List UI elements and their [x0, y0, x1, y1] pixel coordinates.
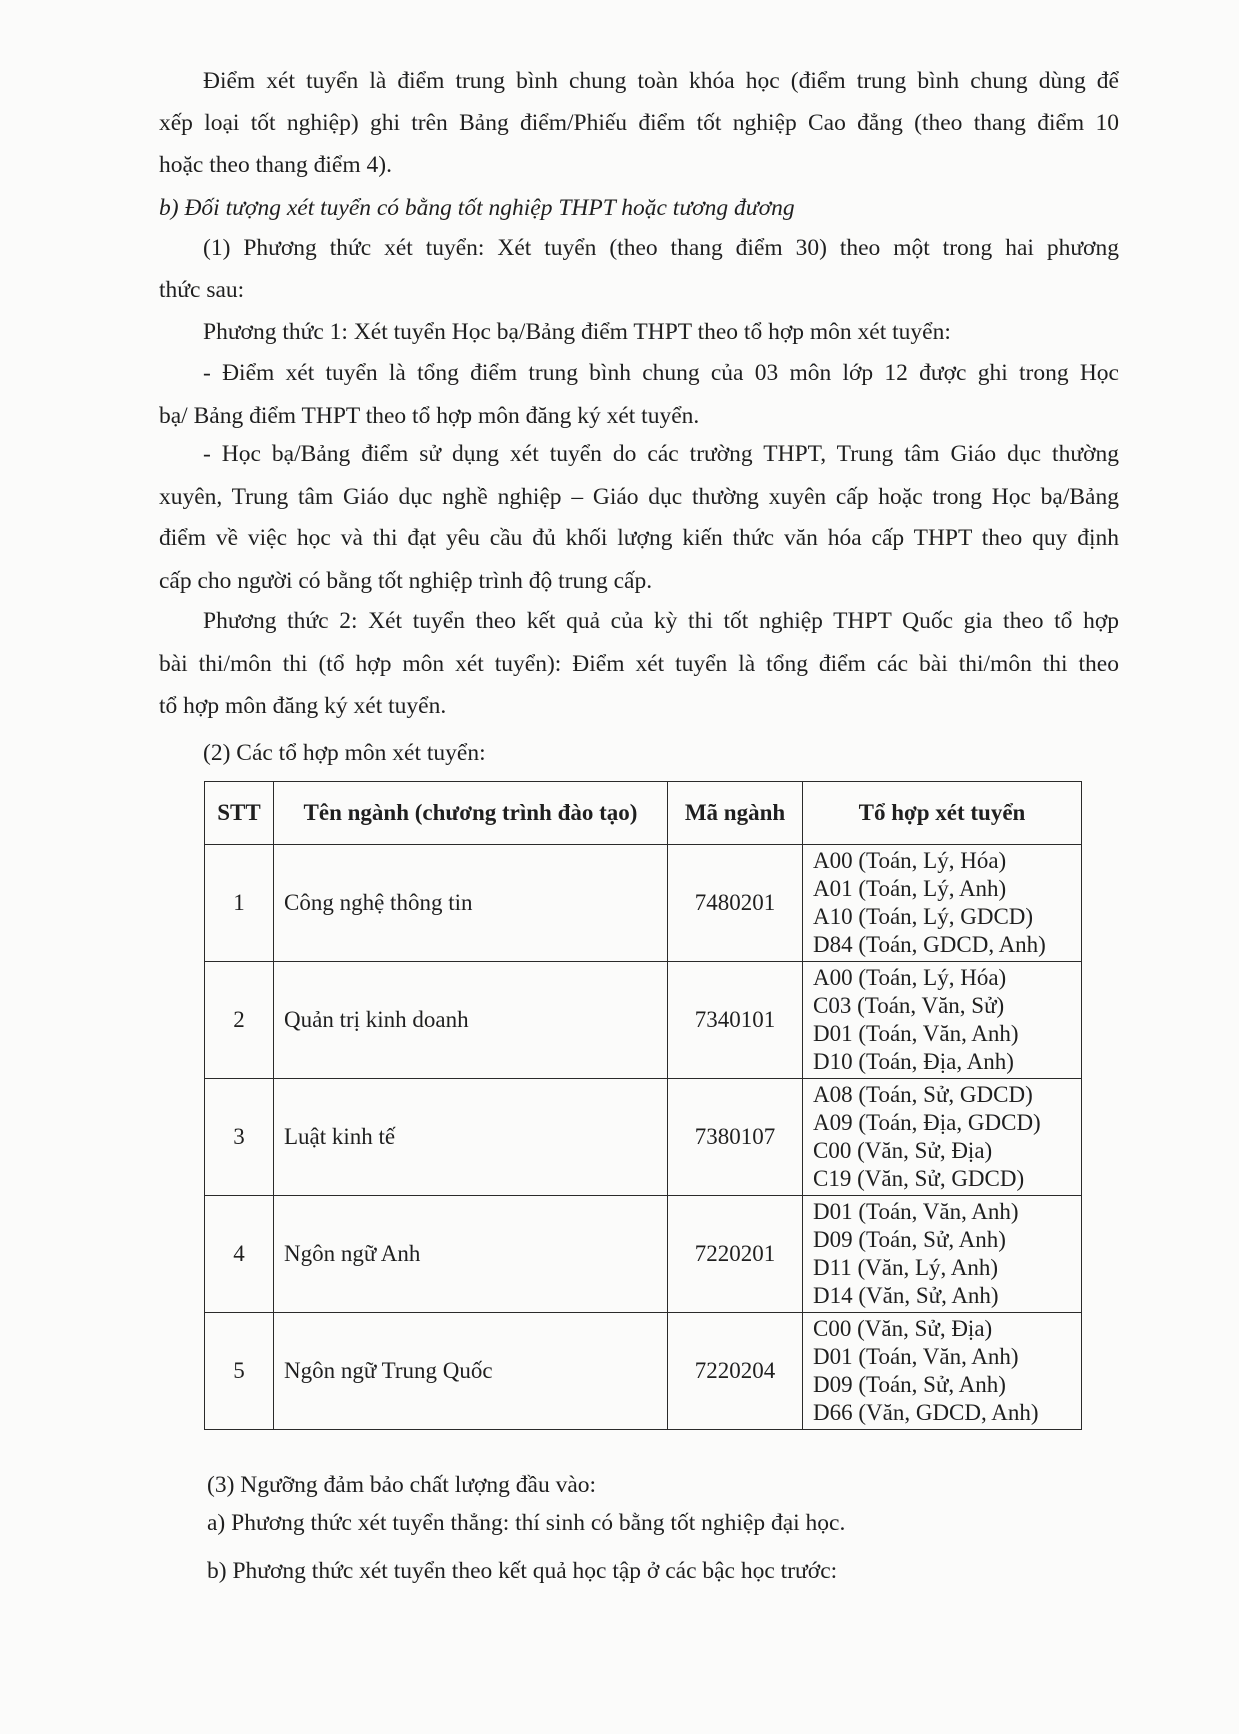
combination-item: C03 (Toán, Văn, Sử)	[813, 993, 1005, 1018]
paragraph-line: a) Phương thức xét tuyển thẳng: thí sinh có bằng tốt nghiệp đại học.	[207, 1510, 846, 1536]
cell-major-name: Công nghệ thông tin	[274, 845, 668, 962]
combination-item: D11 (Văn, Lý, Anh)	[813, 1255, 999, 1280]
paragraph-line: xếp loại tốt nghiệp) ghi trên Bảng điểm/Phiếu điểm tốt nghiệp Cao đẳng (theo thang điểm 10	[159, 110, 1119, 136]
cell-major-code: 7340101	[668, 962, 803, 1079]
combination-item: D14 (Văn, Sử, Anh)	[813, 1283, 999, 1308]
cell-major-code: 7220204	[668, 1313, 803, 1430]
combination-item: A08 (Toán, Sử, GDCD)	[813, 1082, 1033, 1107]
paragraph-line: Phương thức 2: Xét tuyển theo kết quả của kỳ thi tốt nghiệp THPT Quốc gia theo tổ hợp	[203, 608, 1119, 634]
cell-stt: 4	[205, 1196, 274, 1313]
combination-item: A01 (Toán, Lý, Anh)	[813, 876, 1007, 901]
header-combinations: Tổ hợp xét tuyển	[803, 782, 1082, 845]
paragraph-line: b) Phương thức xét tuyển theo kết quả học tập ở các bậc học trước:	[207, 1558, 838, 1584]
combination-item: D10 (Toán, Địa, Anh)	[813, 1049, 1014, 1074]
combination-item: A00 (Toán, Lý, Hóa)	[813, 848, 1007, 873]
cell-stt: 5	[205, 1313, 274, 1430]
combination-item: D01 (Toán, Văn, Anh)	[813, 1021, 1019, 1046]
paragraph-line: - Điểm xét tuyển là tổng điểm trung bình chung của 03 môn lớp 12 được ghi trong Học	[203, 360, 1119, 386]
cell-major-code: 7220201	[668, 1196, 803, 1313]
combination-item: D09 (Toán, Sử, Anh)	[813, 1227, 1006, 1252]
paragraph-line: bạ/ Bảng điểm THPT theo tổ hợp môn đăng ký xét tuyển.	[159, 403, 700, 429]
section-heading: b) Đối tượng xét tuyển có bằng tốt nghiệp THPT hoặc tương đương	[159, 195, 795, 221]
paragraph-line: điểm về việc học và thi đạt yêu cầu đủ khối lượng kiến thức văn hóa cấp THPT theo quy định	[159, 525, 1119, 551]
paragraph-line: (2) Các tổ hợp môn xét tuyển:	[203, 740, 486, 766]
cell-major-name: Ngôn ngữ Anh	[274, 1196, 668, 1313]
paragraph-line: cấp cho người có bằng tốt nghiệp trình độ trung cấp.	[159, 568, 653, 594]
cell-combinations	[803, 1313, 1082, 1430]
cell-major-name: Quản trị kinh doanh	[274, 962, 668, 1079]
header-stt: STT	[205, 782, 274, 845]
admission-combinations-table	[204, 781, 1082, 1430]
combination-item: A09 (Toán, Địa, GDCD)	[813, 1110, 1041, 1135]
cell-stt: 1	[205, 845, 274, 962]
cell-combinations	[803, 845, 1082, 962]
paragraph-line: Phương thức 1: Xét tuyển Học bạ/Bảng điểm THPT theo tổ hợp môn xét tuyển:	[203, 319, 951, 345]
cell-major-code: 7380107	[668, 1079, 803, 1196]
paragraph-line: (3) Ngưỡng đảm bảo chất lượng đầu vào:	[207, 1472, 597, 1498]
cell-combinations	[803, 962, 1082, 1079]
paragraph-line: thức sau:	[159, 277, 245, 303]
combination-item: C00 (Văn, Sử, Địa)	[813, 1138, 993, 1163]
table-row	[205, 845, 1082, 962]
table-header-row	[205, 782, 1082, 845]
cell-stt: 2	[205, 962, 274, 1079]
paragraph-line: xuyên, Trung tâm Giáo dục nghề nghiệp – Giáo dục thường xuyên cấp hoặc trong Học bạ/Bảng	[159, 484, 1119, 510]
paragraph-line: bài thi/môn thi (tổ hợp môn xét tuyển): Điểm xét tuyển là tổng điểm các bài thi/môn thi theo	[159, 651, 1119, 677]
table-row	[205, 1313, 1082, 1430]
combination-item: D01 (Toán, Văn, Anh)	[813, 1344, 1019, 1369]
combination-item: A10 (Toán, Lý, GDCD)	[813, 904, 1034, 929]
combination-item: D01 (Toán, Văn, Anh)	[813, 1199, 1019, 1224]
combination-item: A00 (Toán, Lý, Hóa)	[813, 965, 1007, 990]
cell-major-code: 7480201	[668, 845, 803, 962]
combination-item: C19 (Văn, Sử, GDCD)	[813, 1166, 1025, 1191]
cell-stt: 3	[205, 1079, 274, 1196]
paragraph-line: hoặc theo thang điểm 4).	[159, 152, 392, 178]
cell-major-name: Luật kinh tế	[274, 1079, 668, 1196]
combination-item: D84 (Toán, GDCD, Anh)	[813, 932, 1046, 957]
paragraph-line: Điểm xét tuyển là điểm trung bình chung toàn khóa học (điểm trung bình chung dùng để	[203, 68, 1119, 94]
paragraph-line: - Học bạ/Bảng điểm sử dụng xét tuyển do các trường THPT, Trung tâm Giáo dục thường	[203, 441, 1119, 467]
cell-combinations	[803, 1079, 1082, 1196]
table-row	[205, 1079, 1082, 1196]
cell-major-name: Ngôn ngữ Trung Quốc	[274, 1313, 668, 1430]
combination-item: D09 (Toán, Sử, Anh)	[813, 1372, 1006, 1397]
combination-item: D66 (Văn, GDCD, Anh)	[813, 1400, 1039, 1425]
table-row	[205, 962, 1082, 1079]
combination-item: C00 (Văn, Sử, Địa)	[813, 1316, 993, 1341]
paragraph-line: tổ hợp môn đăng ký xét tuyển.	[159, 693, 447, 719]
header-major-code: Mã ngành	[668, 782, 803, 845]
header-major-name: Tên ngành (chương trình đào tạo)	[274, 782, 668, 845]
cell-combinations	[803, 1196, 1082, 1313]
paragraph-line: (1) Phương thức xét tuyển: Xét tuyển (theo thang điểm 30) theo một trong hai phương	[203, 235, 1119, 261]
table-row	[205, 1196, 1082, 1313]
